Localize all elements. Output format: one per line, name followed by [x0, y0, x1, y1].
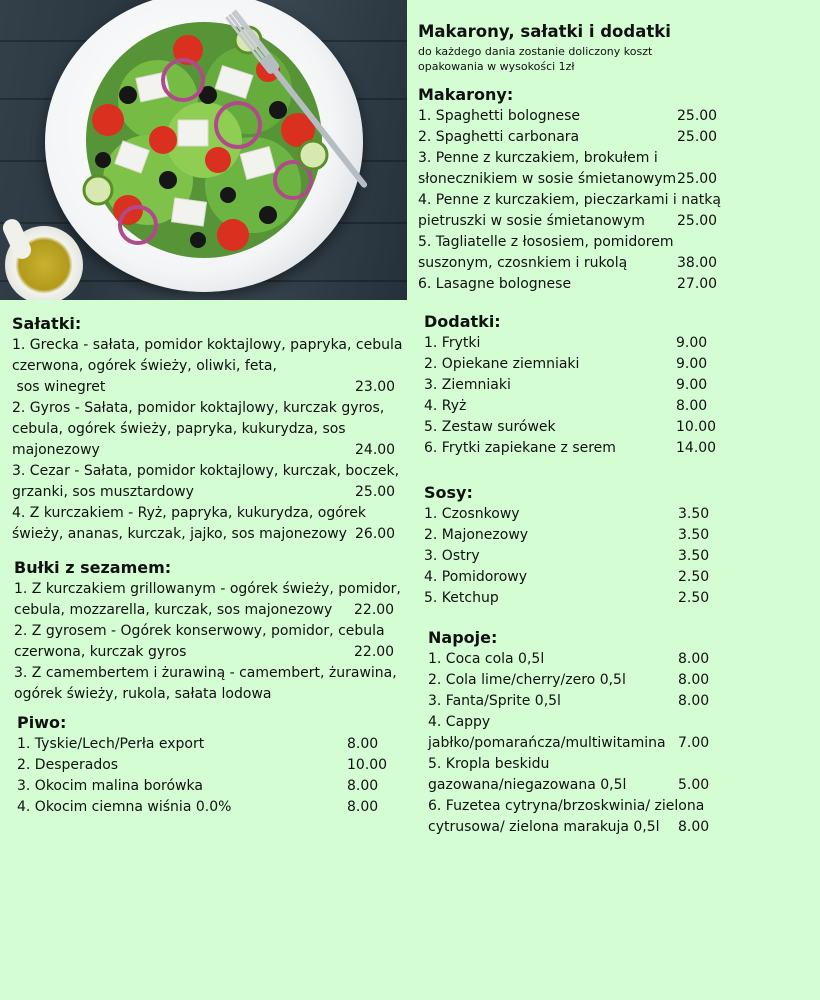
menu-item-text: 4. Cappy: [428, 714, 491, 730]
menu-item-line: [428, 733, 818, 754]
section-piwo: [17, 712, 417, 818]
menu-item-line: [12, 461, 412, 482]
menu-item-line: [12, 482, 412, 503]
menu-item-price: 3.50: [678, 548, 710, 564]
menu-item-text: 3. Cezar - Sałata, pomidor koktajlowy, kurczak, boczek,: [12, 463, 400, 479]
menu-item-text: majonezowy: [12, 442, 100, 458]
menu-item-price: 22.00: [354, 602, 395, 618]
page-title: Makarony, sałatki i dodatki: [418, 22, 671, 41]
menu-item-price: 2.50: [678, 569, 710, 585]
menu-item-price: 23.00: [355, 379, 396, 395]
menu-item-line: [424, 525, 814, 546]
menu-item-line: [424, 588, 814, 609]
section-title: Napoje:: [428, 628, 498, 647]
menu-item-text: 2. Majonezowy: [424, 527, 529, 543]
section-napoje: [428, 627, 818, 838]
menu-item-line: [424, 546, 814, 567]
menu-item-price: 14.00: [676, 440, 717, 456]
menu-item-text: 1. Coca cola 0,5l: [428, 651, 545, 667]
menu-item-text: ogórek świeży, rukola, sałata lodowa: [14, 686, 272, 702]
section-title: Sałatki:: [12, 314, 82, 333]
menu-item-line: [12, 356, 412, 377]
menu-item-line: [12, 335, 412, 356]
menu-item-text: cytrusowa/ zielona marakuja 0,5l: [428, 819, 660, 835]
menu-item-text: czerwona, kurczak gyros: [14, 644, 187, 660]
section-makarony: [418, 84, 813, 295]
menu-item-line: [418, 232, 813, 253]
menu-item-text: 2. Desperados: [17, 757, 119, 773]
menu-item-price: 8.00: [347, 736, 379, 752]
menu-item-line: [12, 440, 412, 461]
menu-item-text: 5. Kropla beskidu: [428, 756, 550, 772]
section-salatki: [12, 313, 412, 545]
menu-item-price: 3.50: [678, 506, 710, 522]
menu-item-price: 10.00: [347, 757, 388, 773]
menu-item-text: słonecznikiem w sosie śmietanowym: [418, 171, 677, 187]
packaging-note-line-1: do każdego dania zostanie doliczony koszt: [418, 45, 653, 58]
menu-item-text: 5. Tagliatelle z łososiem, pomidorem: [418, 234, 674, 250]
menu-item-line: [418, 148, 813, 169]
menu-item-price: 26.00: [355, 526, 396, 542]
menu-item-line: [17, 776, 417, 797]
menu-item-text: 1. Tyskie/Lech/Perła export: [17, 736, 205, 752]
menu-item-text: 6. Fuzetea cytryna/brzoskwinia/ zielona: [428, 798, 705, 814]
menu-item-text: sos winegret: [12, 379, 106, 395]
menu-item-line: [17, 755, 417, 776]
menu-item-line: [14, 600, 414, 621]
menu-item-text: cebula, mozzarella, kurczak, sos majonezowy: [14, 602, 333, 618]
menu-item-text: 1. Z kurczakiem grillowanym - ogórek świeży, pomidor,: [14, 581, 401, 597]
menu-item-text: 6. Lasagne bolognese: [418, 276, 572, 292]
section-title: Sosy:: [424, 483, 473, 502]
menu-item-text: 3. Ziemniaki: [424, 377, 511, 393]
menu-item-price: 8.00: [678, 819, 710, 835]
menu-item-text: jabłko/pomarańcza/multiwitamina: [428, 735, 666, 751]
menu-item-text: 2. Gyros - Sałata, pomidor koktajlowy, kurczak gyros,: [12, 400, 385, 416]
section-title: Makarony:: [418, 85, 514, 104]
menu-item-text: 2. Z gyrosem - Ogórek konserwowy, pomidor, cebula: [14, 623, 385, 639]
menu-item-line: [418, 190, 813, 211]
menu-item-line: [424, 438, 814, 459]
menu-item-line: [17, 734, 417, 755]
menu-header: [418, 21, 813, 74]
menu-item-line: [428, 775, 818, 796]
menu-item-line: [428, 691, 818, 712]
menu-item-price: 8.00: [678, 651, 710, 667]
menu-item-text: 4. Ryż: [424, 398, 467, 414]
menu-item-text: 1. Spaghetti bolognese: [418, 108, 581, 124]
menu-item-line: [428, 649, 818, 670]
menu-item-price: 38.00: [677, 255, 718, 271]
menu-item-line: [14, 621, 414, 642]
menu-item-line: [12, 524, 412, 545]
menu-item-text: 1. Frytki: [424, 335, 481, 351]
menu-item-line: [424, 333, 814, 354]
menu-item-text: 4. Penne z kurczakiem, pieczarkami i natką: [418, 192, 721, 208]
menu-item-line: [428, 754, 818, 775]
menu-item-price: 9.00: [676, 377, 708, 393]
packaging-note-line-2: opakowania w wysokości 1zł: [418, 60, 575, 73]
menu-item-price: 8.00: [347, 799, 379, 815]
menu-item-text: 3. Fanta/Sprite 0,5l: [428, 693, 561, 709]
menu-item-price: 3.50: [678, 527, 710, 543]
menu-item-line: [12, 503, 412, 524]
menu-item-text: 1. Grecka - sałata, pomidor koktajlowy, papryka, cebula: [12, 337, 403, 353]
menu-item-line: [418, 274, 813, 295]
menu-item-price: 25.00: [677, 129, 718, 145]
menu-item-text: czerwona, ogórek świeży, oliwki, feta,: [12, 358, 277, 374]
menu-item-price: 10.00: [676, 419, 717, 435]
menu-item-text: 2. Spaghetti carbonara: [418, 129, 580, 145]
salad-photo: [0, 0, 407, 300]
menu-item-price: 2.50: [678, 590, 710, 606]
menu-item-price: 24.00: [355, 442, 396, 458]
menu-item-price: 7.00: [678, 735, 710, 751]
menu-item-text: 5. Ketchup: [424, 590, 499, 606]
menu-item-price: 8.00: [678, 672, 710, 688]
menu-item-text: 4. Okocim ciemna wiśnia 0.0%: [17, 799, 232, 815]
menu-item-price: 8.00: [347, 778, 379, 794]
menu-item-line: [14, 642, 414, 663]
menu-item-line: [418, 253, 813, 274]
menu-item-line: [12, 419, 412, 440]
menu-item-price: 25.00: [677, 213, 718, 229]
menu-item-line: [424, 396, 814, 417]
menu-item-price: 25.00: [355, 484, 396, 500]
section-sosy: [424, 482, 814, 609]
menu-item-text: grzanki, sos musztardowy: [12, 484, 194, 500]
menu-item-text: cebula, ogórek świeży, papryka, kukurydza, sos: [12, 421, 346, 437]
menu-item-text: 3. Okocim malina borówka: [17, 778, 203, 794]
menu-item-text: 4. Z kurczakiem - Ryż, papryka, kukurydza, ogórek: [12, 505, 366, 521]
menu-item-text: 3. Ostry: [424, 548, 480, 564]
menu-item-text: świeży, ananas, kurczak, jajko, sos majonezowy: [12, 526, 347, 542]
menu-item-line: [418, 106, 813, 127]
menu-item-line: [424, 504, 814, 525]
menu-item-text: gazowana/niegazowana 0,5l: [428, 777, 627, 793]
menu-item-text: suszonym, czosnkiem i rukolą: [418, 255, 628, 271]
menu-item-line: [424, 375, 814, 396]
menu-item-text: 3. Penne z kurczakiem, brokułem i: [418, 150, 658, 166]
section-title: Bułki z sezamem:: [14, 558, 172, 577]
menu-item-line: [424, 567, 814, 588]
menu-item-line: [17, 797, 417, 818]
menu-item-line: [418, 211, 813, 232]
menu-item-text: 1. Czosnkowy: [424, 506, 520, 522]
menu-item-line: [12, 377, 412, 398]
menu-item-text: 4. Pomidorowy: [424, 569, 528, 585]
menu-item-price: 9.00: [676, 356, 708, 372]
menu-item-text: pietruszki w sosie śmietanowym: [418, 213, 645, 229]
menu-item-text: 3. Z camembertem i żurawiną - camembert, żurawina,: [14, 665, 397, 681]
menu-item-line: [428, 670, 818, 691]
menu-item-line: [418, 127, 813, 148]
menu-item-line: [14, 684, 414, 705]
menu-item-price: 25.00: [677, 108, 718, 124]
menu-item-line: [14, 663, 414, 684]
menu-item-price: 8.00: [676, 398, 708, 414]
menu-item-line: [12, 398, 412, 419]
menu-item-line: [428, 796, 818, 817]
section-title: Dodatki:: [424, 312, 501, 331]
menu-item-price: 8.00: [678, 693, 710, 709]
menu-item-line: [418, 169, 813, 190]
menu-item-line: [14, 579, 414, 600]
section-dodatki: [424, 311, 814, 459]
menu-item-line: [428, 817, 818, 838]
menu-item-text: 6. Frytki zapiekane z serem: [424, 440, 616, 456]
section-title: Piwo:: [17, 713, 67, 732]
menu-item-line: [428, 712, 818, 733]
menu-item-price: 25.00: [677, 171, 718, 187]
menu-item-price: 9.00: [676, 335, 708, 351]
menu-item-line: [424, 354, 814, 375]
menu-item-price: 27.00: [677, 276, 718, 292]
menu-item-text: 2. Opiekane ziemniaki: [424, 356, 580, 372]
menu-item-price: 5.00: [678, 777, 710, 793]
salad-image: [68, 10, 340, 270]
menu-item-price: 22.00: [354, 644, 395, 660]
menu-item-line: [424, 417, 814, 438]
menu-item-text: 5. Zestaw surówek: [424, 419, 556, 435]
section-bulki: [14, 557, 414, 705]
menu-item-text: 2. Cola lime/cherry/zero 0,5l: [428, 672, 626, 688]
